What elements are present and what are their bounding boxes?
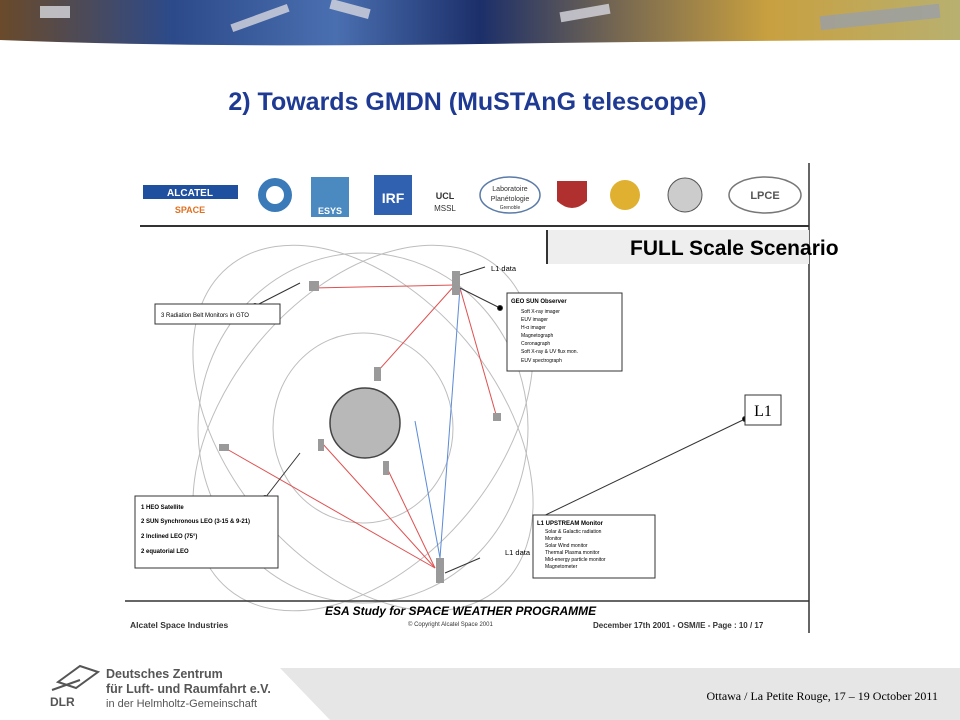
svg-text:2 SUN Synchronous LEO (3-15 &: 2 SUN Synchronous LEO (3-15 & 9-21)	[141, 519, 251, 525]
svg-text:ESYS: ESYS	[317, 206, 343, 216]
dlr-abbr: DLR	[50, 695, 75, 709]
geo-sun-observer-box	[507, 293, 622, 371]
svg-text:Monitor: Monitor	[545, 536, 562, 542]
l1-upstream-monitor-box	[533, 515, 655, 578]
slide-title: 2) Towards GMDN (MuSTAnG telescope)	[228, 88, 707, 116]
scenario-title: FULL Scale Scenario	[630, 237, 839, 260]
dlr-name	[106, 667, 271, 712]
svg-text:2 equatorial LEO: 2 equatorial LEO	[141, 549, 189, 555]
svg-text:IRF: IRF	[381, 190, 405, 206]
box-radiation-belt: 3 Radiation Belt Monitors in GTO	[161, 313, 249, 319]
figure-program-title: ESA Study for SPACE WEATHER PROGRAMME	[325, 604, 597, 618]
earth-icon	[330, 388, 400, 458]
dlr-line-3: in der Helmholtz-Gemeinschaft	[106, 698, 258, 710]
label-l1: L1	[754, 403, 772, 420]
seal-logo-icon	[668, 178, 702, 212]
dlr-logo-icon	[52, 666, 98, 690]
header-banner	[0, 0, 960, 48]
leo-satellites-box	[135, 496, 278, 568]
svg-text:Thermal Plasma monitor: Thermal Plasma monitor	[545, 550, 600, 556]
svg-text:Coronagraph: Coronagraph	[521, 341, 551, 347]
sun-logo-icon	[610, 180, 640, 210]
svg-text:Mid-energy particle monitor: Mid-energy particle monitor	[545, 557, 606, 563]
svg-text:1 HEO Satellite: 1 HEO Satellite	[141, 505, 184, 511]
svg-text:GEO SUN Observer: GEO SUN Observer	[511, 299, 567, 305]
event-footer: Ottawa / La Petite Rouge, 17 – 19 October 2011	[706, 689, 938, 703]
logo-space: SPACE	[174, 205, 206, 215]
svg-text:LPCE: LPCE	[750, 190, 780, 202]
svg-text:Soft X-ray imager: Soft X-ray imager	[521, 309, 560, 315]
label-l1-data-top: L1 data	[491, 264, 517, 273]
svg-text:2 Inclined LEO (75°): 2 Inclined LEO (75°)	[141, 534, 198, 540]
svg-text:Solar Wind monitor: Solar Wind monitor	[545, 543, 588, 549]
crest-logo-icon	[557, 181, 587, 208]
svg-text:Planétologie: Planétologie	[490, 196, 530, 203]
svg-text:H-α imager: H-α imager	[521, 325, 546, 331]
figure-date: December 17th 2001 - OSM/IE - Page : 10 / 17	[593, 621, 764, 630]
logo-alcatel: ALCATEL	[167, 188, 213, 199]
logo-ucl: UCL	[435, 191, 455, 201]
dlr-line-2: für Luft- und Raumfahrt e.V.	[106, 682, 271, 696]
scenario-figure	[125, 163, 839, 633]
logo-mssl: MSSL	[434, 204, 456, 213]
svg-text:Solar & Galactic radiation: Solar & Galactic radiation	[545, 529, 602, 535]
label-l1-data-bottom: L1 data	[505, 548, 531, 557]
figure-copyright: © Copyright Alcatel Space 2001	[408, 622, 493, 628]
svg-text:Grenoble: Grenoble	[499, 205, 521, 211]
svg-text:Magnetograph: Magnetograph	[521, 333, 554, 339]
svg-text:Laboratoire: Laboratoire	[492, 186, 528, 193]
dlr-line-1: Deutsches Zentrum	[106, 667, 223, 681]
svg-text:Soft X-ray & UV flux mon.: Soft X-ray & UV flux mon.	[521, 349, 578, 355]
svg-text:EUV spectrograph: EUV spectrograph	[521, 358, 562, 364]
svg-text:Magnetometer: Magnetometer	[545, 564, 578, 570]
svg-text:EUV imager: EUV imager	[521, 317, 548, 323]
figure-company: Alcatel Space Industries	[130, 620, 229, 630]
svg-text:L1 UPSTREAM Monitor: L1 UPSTREAM Monitor	[537, 521, 603, 527]
